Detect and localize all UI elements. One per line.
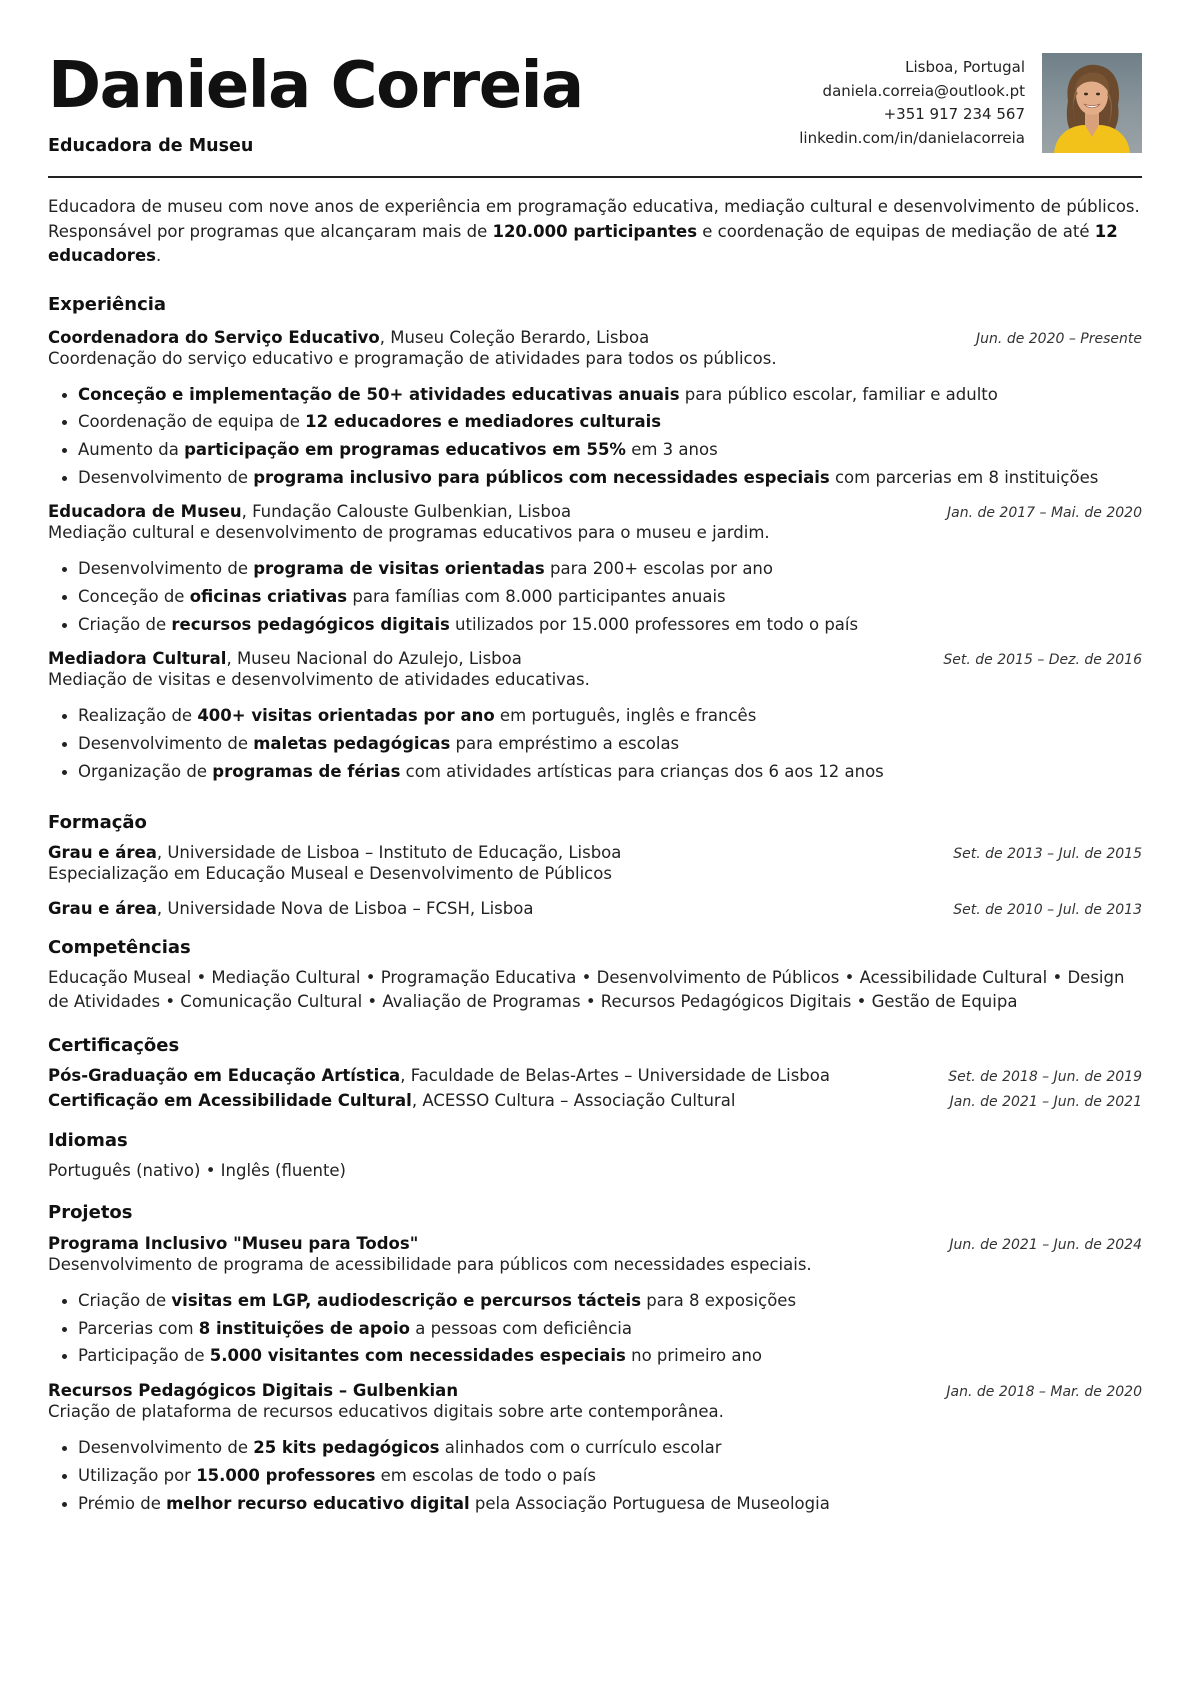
section-title-experience: Experiência bbox=[48, 293, 167, 315]
list-item bbox=[78, 730, 1142, 758]
bullet-highlight: 8 instituições de apoio bbox=[198, 1318, 410, 1338]
project-name: Programa Inclusivo "Museu para Todos" bbox=[48, 1234, 419, 1254]
achievement-list bbox=[48, 381, 1142, 492]
contact-email[interactable]: daniela.correia@outlook.pt bbox=[822, 81, 1025, 100]
bullet-text: com parcerias em 8 instituições bbox=[829, 467, 1099, 487]
experience-entry bbox=[48, 328, 1142, 492]
entry-date: Jan. de 2021 – Jun. de 2021 bbox=[949, 1093, 1142, 1110]
education-entry bbox=[48, 899, 1142, 918]
bullet-highlight: melhor recurso educativo digital bbox=[166, 1493, 470, 1513]
entry-title bbox=[48, 1381, 458, 1400]
entry-header bbox=[48, 328, 1142, 347]
bullet-highlight: 400+ visitas orientadas por ano bbox=[197, 706, 495, 726]
bullet-text: para famílias com 8.000 participantes anuais bbox=[347, 587, 726, 607]
achievement-list bbox=[48, 555, 1142, 638]
entry-date: Set. de 2013 – Jul. de 2015 bbox=[953, 845, 1142, 862]
bullet-text: Prémio de bbox=[78, 1493, 167, 1513]
contact-phone: +351 917 234 567 bbox=[883, 105, 1025, 123]
profile-photo bbox=[1042, 53, 1142, 153]
job-role: Educadora de Museu bbox=[48, 502, 242, 522]
bullet-text: Criação de bbox=[78, 1291, 172, 1311]
list-item bbox=[78, 1342, 1142, 1370]
summary-text: Educadora de museu com nove anos de experiência em programação educativa, mediação cultural e desenvolvimento de públicos. Responsável por programas que alcançaram mais de bbox=[48, 197, 1140, 241]
achievement-list bbox=[48, 702, 1142, 785]
entry-header bbox=[48, 1381, 1142, 1400]
experience-entry bbox=[48, 502, 1142, 638]
entry-date: Set. de 2018 – Jun. de 2019 bbox=[948, 1068, 1142, 1085]
bullet-highlight: recursos pedagógicos digitais bbox=[171, 614, 450, 634]
bullet-text: a pessoas com deficiência bbox=[409, 1318, 632, 1338]
achievement-list bbox=[48, 1434, 1142, 1517]
bullet-highlight: oficinas criativas bbox=[189, 587, 348, 607]
section-title-certifications: Certificações bbox=[48, 1034, 180, 1056]
bullet-text: com atividades artísticas para crianças dos 6 aos 12 anos bbox=[400, 761, 884, 781]
certification-name: Pós-Graduação em Educação Artística bbox=[48, 1065, 401, 1085]
entry-description: Especialização em Educação Museal e Desenvolvimento de Públicos bbox=[48, 863, 612, 883]
entry-title bbox=[48, 1234, 418, 1253]
bullet-text: Parcerias com bbox=[78, 1318, 199, 1338]
bullet-text: em português, inglês e francês bbox=[494, 706, 757, 726]
certification-entry bbox=[48, 1091, 1142, 1110]
bullet-highlight: 15.000 professores bbox=[196, 1465, 376, 1485]
institution: , Universidade de Lisboa – Instituto de Educação, Lisboa bbox=[156, 842, 622, 862]
entry-description: Coordenação do serviço educativo e programação de atividades para todos os públicos. bbox=[48, 348, 777, 368]
entry-header bbox=[48, 1234, 1142, 1253]
institution: , Universidade Nova de Lisboa – FCSH, Lisboa bbox=[156, 898, 534, 918]
bullet-text: alinhados com o currículo escolar bbox=[439, 1438, 722, 1458]
job-organization: , Museu Nacional do Azulejo, Lisboa bbox=[226, 649, 522, 669]
job-organization: , Museu Coleção Berardo, Lisboa bbox=[379, 327, 650, 347]
entry-date: Jun. de 2021 – Jun. de 2024 bbox=[949, 1237, 1142, 1254]
list-item bbox=[78, 611, 1142, 639]
entry-title bbox=[48, 1066, 830, 1085]
list-item bbox=[78, 1434, 1142, 1462]
bullet-text: para público escolar, familiar e adulto bbox=[679, 384, 998, 404]
section-title-projects: Projetos bbox=[48, 1202, 133, 1224]
candidate-role: Educadora de Museu bbox=[48, 136, 254, 156]
summary-text: e coordenação de equipas de mediação de até bbox=[697, 221, 1095, 241]
entry-header bbox=[48, 502, 1142, 521]
bullet-highlight: 12 educadores e mediadores culturais bbox=[305, 412, 662, 432]
bullet-text: Desenvolvimento de bbox=[78, 1438, 254, 1458]
bullet-text: Desenvolvimento de bbox=[78, 559, 254, 579]
summary-text: . bbox=[155, 246, 162, 265]
bullet-text: Conceção de bbox=[78, 587, 190, 607]
bullet-highlight: programa inclusivo para públicos com necessidades especiais bbox=[253, 467, 830, 487]
list-item bbox=[78, 1315, 1142, 1343]
certification-name: Certificação em Acessibilidade Cultural bbox=[48, 1090, 412, 1110]
education-entry bbox=[48, 843, 1142, 886]
list-item bbox=[78, 381, 1142, 409]
bullet-text: Participação de bbox=[78, 1346, 210, 1366]
entry-date: Set. de 2015 – Dez. de 2016 bbox=[943, 652, 1142, 669]
languages-list: Português (nativo) • Inglês (fluente) bbox=[48, 1160, 346, 1180]
list-item bbox=[78, 1287, 1142, 1315]
list-item bbox=[78, 408, 1142, 436]
job-role: Coordenadora do Serviço Educativo bbox=[48, 327, 380, 347]
bullet-text: Criação de bbox=[78, 614, 172, 634]
entry-description: Mediação cultural e desenvolvimento de programas educativos para o museu e jardim. bbox=[48, 523, 770, 543]
bullet-highlight: programa de visitas orientadas bbox=[253, 559, 545, 579]
certification-issuer: , Faculdade de Belas-Artes – Universidade de Lisboa bbox=[400, 1065, 830, 1085]
list-item bbox=[78, 464, 1142, 492]
project-entry bbox=[48, 1234, 1142, 1370]
list-item bbox=[78, 1490, 1142, 1518]
list-item bbox=[78, 702, 1142, 730]
languages-section bbox=[48, 1130, 1142, 1184]
list-item bbox=[78, 583, 1142, 611]
entry-date: Jan. de 2017 – Mai. de 2020 bbox=[947, 505, 1142, 522]
resume-header bbox=[48, 0, 1142, 178]
bullet-text: para 200+ escolas por ano bbox=[544, 559, 773, 579]
entry-description: Desenvolvimento de programa de acessibilidade para públicos com necessidades especiais. bbox=[48, 1255, 812, 1275]
entry-title bbox=[48, 843, 621, 862]
bullet-highlight: participação em programas educativos em 55% bbox=[184, 439, 626, 459]
bullet-text: Organização de bbox=[78, 761, 213, 781]
bullet-text: em escolas de todo o país bbox=[375, 1465, 596, 1485]
bullet-text: para empréstimo a escolas bbox=[450, 734, 680, 754]
experience-entry bbox=[48, 649, 1142, 785]
contact-linkedin[interactable]: linkedin.com/in/danielacorreia bbox=[799, 128, 1025, 147]
bullet-highlight: programas de férias bbox=[212, 761, 401, 781]
profile-summary bbox=[48, 195, 1142, 269]
education-section bbox=[48, 812, 1142, 918]
entry-header bbox=[48, 899, 1142, 918]
list-item bbox=[78, 436, 1142, 464]
bullet-text: em 3 anos bbox=[625, 439, 718, 459]
bullet-highlight: Conceção e implementação de 50+ atividades educativas anuais bbox=[78, 384, 680, 404]
job-organization: , Fundação Calouste Gulbenkian, Lisboa bbox=[241, 502, 572, 522]
summary-highlight: 120.000 participantes bbox=[492, 221, 698, 241]
section-title-languages: Idiomas bbox=[48, 1129, 128, 1151]
bullet-text: pela Associação Portuguesa de Museologia bbox=[469, 1493, 830, 1513]
entry-title bbox=[48, 1091, 735, 1110]
contact-location: Lisboa, Portugal bbox=[905, 58, 1025, 76]
bullet-text: para 8 exposições bbox=[641, 1291, 797, 1311]
projects-section bbox=[48, 1202, 1142, 1517]
certifications-section bbox=[48, 1035, 1142, 1110]
entry-header bbox=[48, 1066, 1142, 1085]
entry-title bbox=[48, 502, 571, 521]
entry-date: Jun. de 2020 – Presente bbox=[976, 330, 1142, 347]
achievement-list bbox=[48, 1287, 1142, 1370]
bullet-text: no primeiro ano bbox=[625, 1346, 762, 1366]
bullet-highlight: maletas pedagógicas bbox=[253, 734, 451, 754]
entry-description: Criação de plataforma de recursos educativos digitais sobre arte contemporânea. bbox=[48, 1402, 724, 1422]
section-title-skills: Competências bbox=[48, 936, 191, 958]
entry-date: Set. de 2010 – Jul. de 2013 bbox=[953, 901, 1142, 918]
summary-highlight: 12 educadores bbox=[48, 221, 1118, 265]
bullet-highlight: 25 kits pedagógicos bbox=[253, 1438, 440, 1458]
contact-block bbox=[799, 56, 1025, 150]
entry-date: Jan. de 2018 – Mar. de 2020 bbox=[946, 1384, 1142, 1401]
list-item bbox=[78, 555, 1142, 583]
bullet-text: Coordenação de equipa de bbox=[78, 412, 306, 432]
bullet-text: Utilização por bbox=[78, 1465, 197, 1485]
certification-issuer: , ACESSO Cultura – Associação Cultural bbox=[411, 1090, 736, 1110]
project-name: Recursos Pedagógicos Digitais – Gulbenkian bbox=[48, 1381, 459, 1401]
experience-section bbox=[48, 294, 1142, 786]
project-entry bbox=[48, 1381, 1142, 1517]
entry-title bbox=[48, 328, 649, 347]
list-item bbox=[78, 1462, 1142, 1490]
entry-header bbox=[48, 1091, 1142, 1110]
entry-description: Mediação de visitas e desenvolvimento de atividades educativas. bbox=[48, 670, 590, 690]
entry-title bbox=[48, 899, 533, 918]
bullet-text: utilizados por 15.000 professores em todo o país bbox=[449, 614, 859, 634]
job-role: Mediadora Cultural bbox=[48, 649, 227, 669]
bullet-highlight: 5.000 visitantes com necessidades especiais bbox=[209, 1346, 626, 1366]
degree-label: Grau e área bbox=[48, 842, 157, 862]
entry-title bbox=[48, 649, 522, 668]
bullet-highlight: visitas em LGP, audiodescrição e percursos tácteis bbox=[171, 1291, 642, 1311]
degree-label: Grau e área bbox=[48, 898, 157, 918]
bullet-text: Desenvolvimento de bbox=[78, 734, 254, 754]
skills-section bbox=[48, 937, 1142, 1015]
skills-list: Educação Museal • Mediação Cultural • Programação Educativa • Desenvolvimento de Públicos • Acessibilidade Cultural • Design de Atividades • Comunicação Cultural • Avaliação de Programas • Recursos Pedagógicos Digitais • Gestão de Equipa bbox=[48, 967, 1125, 1012]
entry-header bbox=[48, 649, 1142, 668]
bullet-text: Desenvolvimento de bbox=[78, 467, 254, 487]
certification-entry bbox=[48, 1066, 1142, 1085]
candidate-name: Daniela Correia bbox=[48, 49, 583, 123]
entry-header bbox=[48, 843, 1142, 862]
list-item bbox=[78, 758, 1142, 786]
bullet-text: Realização de bbox=[78, 706, 198, 726]
section-title-education: Formação bbox=[48, 811, 147, 833]
bullet-text: Aumento da bbox=[78, 439, 185, 459]
